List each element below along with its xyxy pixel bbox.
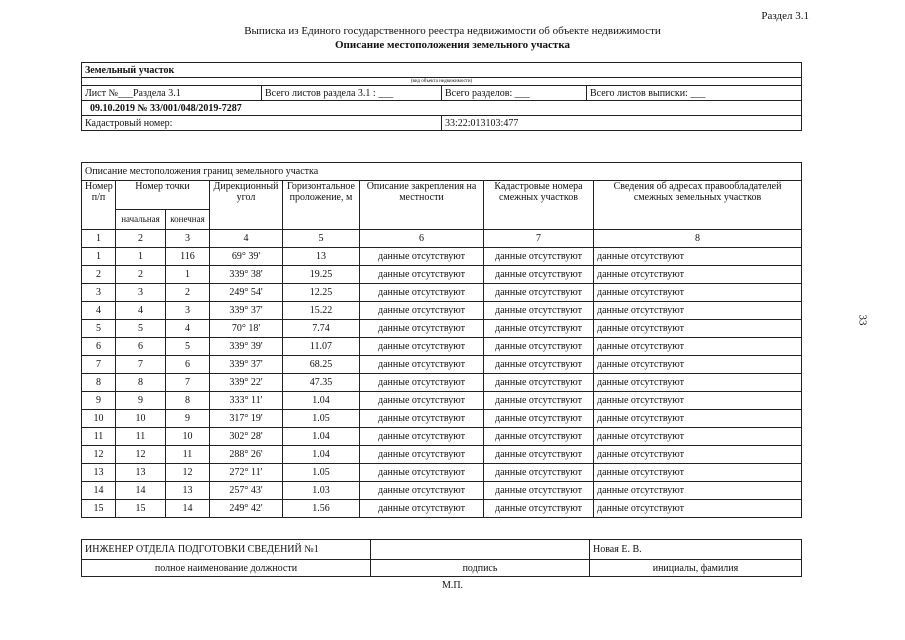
owner-addresses-cell: данные отсутствуют xyxy=(594,482,802,500)
directional-angle-cell: 339° 22' xyxy=(210,374,283,392)
row-number-cell: 15 xyxy=(82,500,116,518)
horizontal-length-cell: 19.25 xyxy=(283,266,360,284)
col-number: 2 xyxy=(116,230,166,248)
adjacent-cadastral-numbers-cell: данные отсутствуют xyxy=(484,248,594,266)
adjacent-cadastral-numbers-cell: данные отсутствуют xyxy=(484,374,594,392)
horizontal-length-cell: 13 xyxy=(283,248,360,266)
end-point-cell: 10 xyxy=(166,428,210,446)
name-caption: инициалы, фамилия xyxy=(590,560,802,577)
table-row xyxy=(82,338,802,356)
position-caption: полное наименование должности xyxy=(82,560,371,577)
owner-addresses-cell: данные отсутствуют xyxy=(594,338,802,356)
horizontal-length-cell: 68.25 xyxy=(283,356,360,374)
marking-description-cell: данные отсутствуют xyxy=(360,410,484,428)
col-number: 6 xyxy=(360,230,484,248)
end-point-cell: 3 xyxy=(166,302,210,320)
extract-date-number: 09.10.2019 № 33/001/048/2019-7287 xyxy=(82,101,802,116)
row-number-cell: 3 xyxy=(82,284,116,302)
owner-addresses-cell: данные отсутствуют xyxy=(594,248,802,266)
table-row xyxy=(82,248,802,266)
horizontal-length-cell: 1.04 xyxy=(283,428,360,446)
directional-angle-cell: 333° 11' xyxy=(210,392,283,410)
directional-angle-cell: 288° 26' xyxy=(210,446,283,464)
adjacent-cadastral-numbers-cell: данные отсутствуют xyxy=(484,356,594,374)
col-number: 7 xyxy=(484,230,594,248)
signature-caption: подпись xyxy=(371,560,590,577)
page-number: 33 xyxy=(856,314,869,326)
directional-angle-cell: 339° 37' xyxy=(210,356,283,374)
row-number-cell: 8 xyxy=(82,374,116,392)
adjacent-cadastral-numbers-cell: данные отсутствуют xyxy=(484,500,594,518)
row-number-cell: 9 xyxy=(82,392,116,410)
end-point-cell: 12 xyxy=(166,464,210,482)
table-row xyxy=(82,500,802,518)
header-desc: Описание закрепления на местности xyxy=(360,181,484,230)
table-row xyxy=(82,446,802,464)
header-point-start: начальная xyxy=(116,210,166,230)
end-point-cell: 7 xyxy=(166,374,210,392)
position-title: ИНЖЕНЕР ОТДЕЛА ПОДГОТОВКИ СВЕДЕНИЙ №1 xyxy=(82,540,371,560)
signer-name: Новая Е. В. xyxy=(590,540,802,560)
section-label: Раздел 3.1 xyxy=(761,10,809,22)
marking-description-cell: данные отсутствуют xyxy=(360,248,484,266)
adjacent-cadastral-numbers-cell: данные отсутствуют xyxy=(484,410,594,428)
start-point-cell: 12 xyxy=(116,446,166,464)
header-length: Горизонтальное проложение, м xyxy=(283,181,360,230)
directional-angle-cell: 249° 54' xyxy=(210,284,283,302)
table-row xyxy=(82,410,802,428)
marking-description-cell: данные отсутствуют xyxy=(360,356,484,374)
horizontal-length-cell: 1.03 xyxy=(283,482,360,500)
signature-field xyxy=(371,540,590,560)
start-point-cell: 4 xyxy=(116,302,166,320)
marking-description-cell: данные отсутствуют xyxy=(360,464,484,482)
row-number-cell: 10 xyxy=(82,410,116,428)
directional-angle-cell: 70° 18' xyxy=(210,320,283,338)
marking-description-cell: данные отсутствуют xyxy=(360,266,484,284)
marking-description-cell: данные отсутствуют xyxy=(360,302,484,320)
adjacent-cadastral-numbers-cell: данные отсутствуют xyxy=(484,266,594,284)
marking-description-cell: данные отсутствуют xyxy=(360,500,484,518)
row-number-cell: 6 xyxy=(82,338,116,356)
header-num: Номер п/п xyxy=(82,181,116,230)
row-number-cell: 4 xyxy=(82,302,116,320)
total-sections: Всего разделов: ___ xyxy=(442,86,587,101)
horizontal-length-cell: 1.04 xyxy=(283,446,360,464)
adjacent-cadastral-numbers-cell: данные отсутствуют xyxy=(484,464,594,482)
directional-angle-cell: 339° 37' xyxy=(210,302,283,320)
end-point-cell: 9 xyxy=(166,410,210,428)
directional-angle-cell: 69° 39' xyxy=(210,248,283,266)
adjacent-cadastral-numbers-cell: данные отсутствуют xyxy=(484,284,594,302)
owner-addresses-cell: данные отсутствуют xyxy=(594,410,802,428)
directional-angle-cell: 257° 43' xyxy=(210,482,283,500)
row-number-cell: 11 xyxy=(82,428,116,446)
end-point-cell: 11 xyxy=(166,446,210,464)
table-row xyxy=(82,356,802,374)
cadastral-label: Кадастровый номер: xyxy=(82,116,442,131)
end-point-cell: 4 xyxy=(166,320,210,338)
start-point-cell: 8 xyxy=(116,374,166,392)
end-point-cell: 6 xyxy=(166,356,210,374)
row-number-cell: 14 xyxy=(82,482,116,500)
total-sheets-section: Всего листов раздела 3.1 : ___ xyxy=(262,86,442,101)
object-type: Земельный участок xyxy=(82,63,802,78)
start-point-cell: 7 xyxy=(116,356,166,374)
col-number: 8 xyxy=(594,230,802,248)
horizontal-length-cell: 47.35 xyxy=(283,374,360,392)
marking-description-cell: данные отсутствуют xyxy=(360,320,484,338)
document-subtitle: Описание местоположения земельного участка xyxy=(334,39,571,51)
row-number-cell: 12 xyxy=(82,446,116,464)
column-numbers-row xyxy=(82,230,802,248)
boundary-table xyxy=(81,162,802,518)
table-row xyxy=(82,284,802,302)
start-point-cell: 2 xyxy=(116,266,166,284)
end-point-cell: 116 xyxy=(166,248,210,266)
adjacent-cadastral-numbers-cell: данные отсутствуют xyxy=(484,428,594,446)
header-point: Номер точки xyxy=(116,181,210,210)
directional-angle-cell: 317° 19' xyxy=(210,410,283,428)
start-point-cell: 10 xyxy=(116,410,166,428)
row-number-cell: 7 xyxy=(82,356,116,374)
owner-addresses-cell: данные отсутствуют xyxy=(594,428,802,446)
object-type-caption: (вид объекта недвижимости) xyxy=(82,78,802,86)
horizontal-length-cell: 15.22 xyxy=(283,302,360,320)
table-caption: Описание местоположения границ земельного участка xyxy=(82,163,802,181)
table-row xyxy=(82,374,802,392)
adjacent-cadastral-numbers-cell: данные отсутствуют xyxy=(484,392,594,410)
table-row xyxy=(82,266,802,284)
horizontal-length-cell: 1.05 xyxy=(283,464,360,482)
table-row xyxy=(82,302,802,320)
col-number: 1 xyxy=(82,230,116,248)
header-addr: Сведения об адресах правообладателей смежных земельных участков xyxy=(594,181,802,230)
col-number: 4 xyxy=(210,230,283,248)
owner-addresses-cell: данные отсутствуют xyxy=(594,356,802,374)
owner-addresses-cell: данные отсутствуют xyxy=(594,374,802,392)
header-cad: Кадастровые номера смежных участков xyxy=(484,181,594,230)
owner-addresses-cell: данные отсутствуют xyxy=(594,464,802,482)
document-title: Выписка из Единого государственного реестра недвижимости об объекте недвижимости xyxy=(244,25,661,37)
owner-addresses-cell: данные отсутствуют xyxy=(594,320,802,338)
table-row xyxy=(82,320,802,338)
horizontal-length-cell: 11.07 xyxy=(283,338,360,356)
start-point-cell: 1 xyxy=(116,248,166,266)
start-point-cell: 11 xyxy=(116,428,166,446)
start-point-cell: 13 xyxy=(116,464,166,482)
start-point-cell: 15 xyxy=(116,500,166,518)
adjacent-cadastral-numbers-cell: данные отсутствуют xyxy=(484,482,594,500)
table-row xyxy=(82,428,802,446)
directional-angle-cell: 249° 42' xyxy=(210,500,283,518)
owner-addresses-cell: данные отсутствуют xyxy=(594,446,802,464)
cadastral-value: 33:22:013103:477 xyxy=(442,116,802,131)
start-point-cell: 5 xyxy=(116,320,166,338)
marking-description-cell: данные отсутствуют xyxy=(360,374,484,392)
stamp-place: М.П. xyxy=(441,580,464,591)
col-number: 3 xyxy=(166,230,210,248)
directional-angle-cell: 302° 28' xyxy=(210,428,283,446)
start-point-cell: 14 xyxy=(116,482,166,500)
end-point-cell: 2 xyxy=(166,284,210,302)
header-angle: Дирекционный угол xyxy=(210,181,283,230)
end-point-cell: 14 xyxy=(166,500,210,518)
sheet-number: Лист №___Раздела 3.1 xyxy=(82,86,262,101)
owner-addresses-cell: данные отсутствуют xyxy=(594,500,802,518)
row-number-cell: 1 xyxy=(82,248,116,266)
table-row xyxy=(82,482,802,500)
table-row xyxy=(82,392,802,410)
horizontal-length-cell: 12.25 xyxy=(283,284,360,302)
header-point-end: конечная xyxy=(166,210,210,230)
end-point-cell: 8 xyxy=(166,392,210,410)
signature-table xyxy=(81,539,802,577)
owner-addresses-cell: данные отсутствуют xyxy=(594,302,802,320)
row-number-cell: 5 xyxy=(82,320,116,338)
marking-description-cell: данные отсутствуют xyxy=(360,482,484,500)
info-table xyxy=(81,62,802,131)
owner-addresses-cell: данные отсутствуют xyxy=(594,284,802,302)
adjacent-cadastral-numbers-cell: данные отсутствуют xyxy=(484,446,594,464)
directional-angle-cell: 339° 38' xyxy=(210,266,283,284)
start-point-cell: 9 xyxy=(116,392,166,410)
end-point-cell: 5 xyxy=(166,338,210,356)
horizontal-length-cell: 7.74 xyxy=(283,320,360,338)
col-number: 5 xyxy=(283,230,360,248)
table-row xyxy=(82,464,802,482)
horizontal-length-cell: 1.05 xyxy=(283,410,360,428)
start-point-cell: 3 xyxy=(116,284,166,302)
adjacent-cadastral-numbers-cell: данные отсутствуют xyxy=(484,338,594,356)
marking-description-cell: данные отсутствуют xyxy=(360,284,484,302)
marking-description-cell: данные отсутствуют xyxy=(360,338,484,356)
horizontal-length-cell: 1.04 xyxy=(283,392,360,410)
end-point-cell: 13 xyxy=(166,482,210,500)
total-sheets-extract: Всего листов выписки: ___ xyxy=(587,86,802,101)
marking-description-cell: данные отсутствуют xyxy=(360,446,484,464)
marking-description-cell: данные отсутствуют xyxy=(360,428,484,446)
start-point-cell: 6 xyxy=(116,338,166,356)
adjacent-cadastral-numbers-cell: данные отсутствуют xyxy=(484,320,594,338)
marking-description-cell: данные отсутствуют xyxy=(360,392,484,410)
horizontal-length-cell: 1.56 xyxy=(283,500,360,518)
end-point-cell: 1 xyxy=(166,266,210,284)
directional-angle-cell: 272° 11' xyxy=(210,464,283,482)
row-number-cell: 2 xyxy=(82,266,116,284)
owner-addresses-cell: данные отсутствуют xyxy=(594,392,802,410)
adjacent-cadastral-numbers-cell: данные отсутствуют xyxy=(484,302,594,320)
row-number-cell: 13 xyxy=(82,464,116,482)
owner-addresses-cell: данные отсутствуют xyxy=(594,266,802,284)
directional-angle-cell: 339° 39' xyxy=(210,338,283,356)
